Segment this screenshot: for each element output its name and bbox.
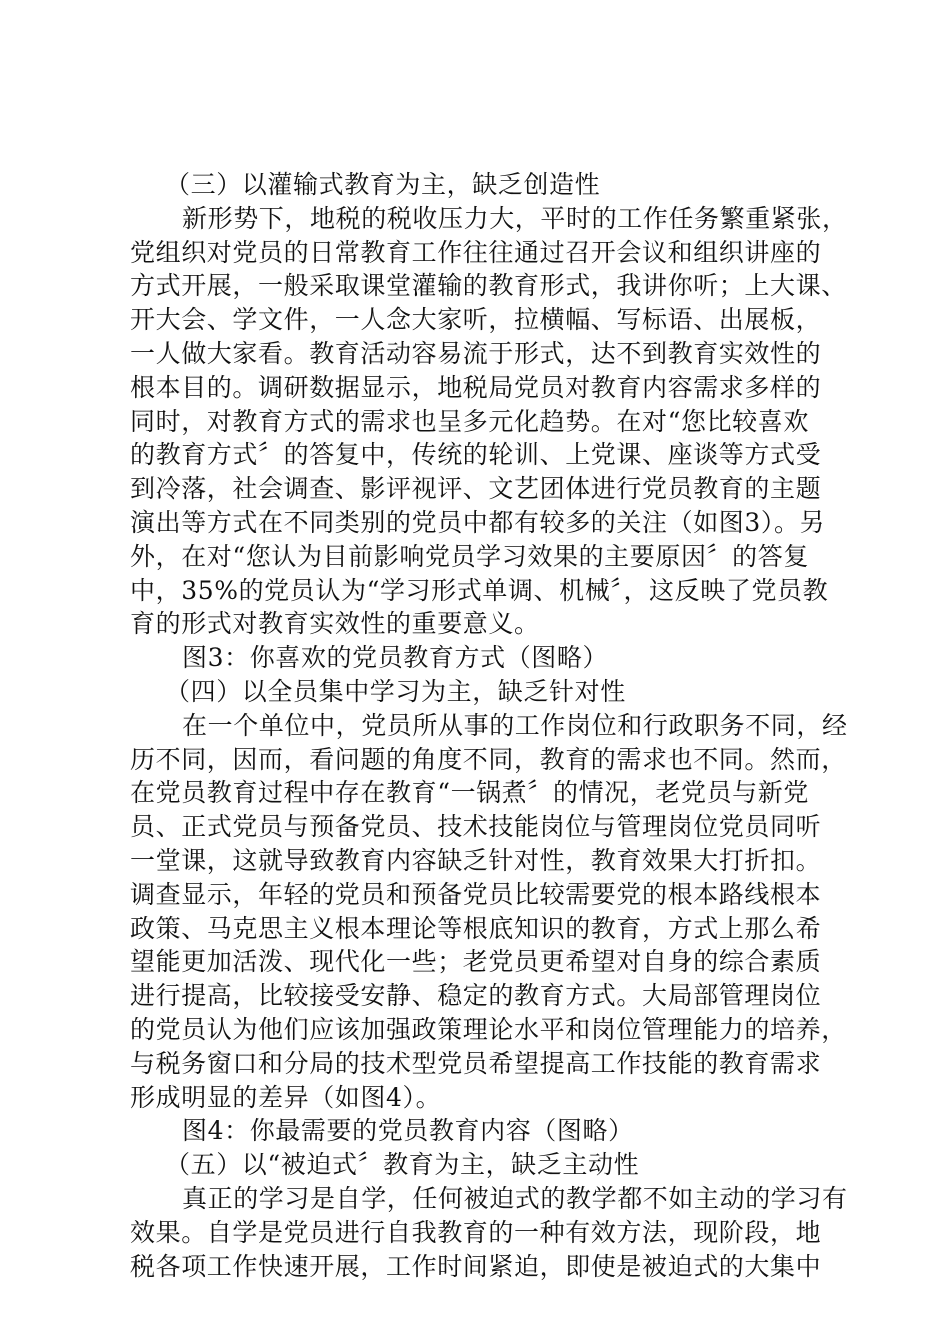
document-body [130,168,848,1283]
section-heading-3: （三）以灌输式教育为主，缺乏创造性 [165,170,601,199]
paragraph-line: 一人做大家看。教育活动容易流于形式，达不到教育实效性的 [130,338,822,368]
paragraph-line: 真正的学习是自学，任何被迫式的教学都不如主动的学习有 [182,1183,848,1213]
paragraph-line: 的教育方式〞的答复中，传统的轮训、上党课、座谈等方式受 [130,440,822,470]
paragraph-line: 政策、马克思主义根本理论等根底知识的教育，方式上那么希 [130,913,822,943]
paragraph-line: 历不同，因而，看问题的角度不同，教育的需求也不同。然而， [130,744,847,774]
paragraph-line: 形成明显的差异（如图4）。 [130,1082,442,1112]
paragraph-line: 同时，对教育方式的需求也呈多元化趋势。在对“您比较喜欢 [130,406,809,436]
figure-caption-3: 图3：你喜欢的党员教育方式（图略） [182,643,609,673]
paragraph-line: 到冷落，社会调查、影评视评、文艺团体进行党员教育的主题 [130,474,822,504]
paragraph-line: 外，在对“您认为目前影响党员学习效果的主要原因〞的答复 [130,541,809,571]
paragraph-line: 税各项工作快速开展，工作时间紧迫，即使是被迫式的大集中 [130,1251,822,1281]
paragraph-line: 演出等方式在不同类别的党员中都有较多的关注（如图3）。另 [130,507,826,537]
paragraph-line: 育的形式对教育实效性的重要意义。 [130,609,540,639]
paragraph-line: 调查显示，年轻的党员和预备党员比较需要党的根本路线根本 [130,879,822,909]
paragraph-line: 方式开展，一般采取课堂灌输的教育形式，我讲你听；上大课、 [130,271,847,301]
paragraph-line: 员、正式党员与预备党员、技术技能岗位与管理岗位党员同听 [130,812,822,842]
paragraph-line: 与税务窗口和分局的技术型党员希望提高工作技能的教育需求 [130,1048,822,1078]
paragraph-line: 新形势下，地税的税收压力大，平时的工作任务繁重紧张， [182,203,848,233]
paragraph-line: 效果。自学是党员进行自我教育的一种有效方法，现阶段，地 [130,1217,822,1247]
paragraph-line: 在党员教育过程中存在教育“一锅煮〞的情况，老党员与新党 [130,778,809,808]
paragraph-line: 在一个单位中，党员所从事的工作岗位和行政职务不同，经 [182,710,848,740]
paragraph-line: 一堂课，这就导致教育内容缺乏针对性，教育效果大打折扣。 [130,845,822,875]
paragraph-line: 根本目的。调研数据显示，地税局党员对教育内容需求多样的 [130,372,822,402]
paragraph-line: 党组织对党员的日常教育工作往往通过召开会议和组织讲座的 [130,237,822,267]
paragraph-line: 的党员认为他们应该加强政策理论水平和岗位管理能力的培养， [130,1014,847,1044]
paragraph-line: 望能更加活泼、现代化一些；老党员更希望对自身的综合素质 [130,947,822,977]
section-heading-4: （四）以全员集中学习为主，缺乏针对性 [165,676,626,706]
paragraph-line: 中，35%的党员认为“学习形式单调、机械〞，这反映了党员教 [130,575,829,605]
section-heading-5: （五）以“被迫式〞教育为主，缺乏主动性 [165,1150,640,1180]
figure-caption-4: 图4：你最需要的党员教育内容（图略） [182,1116,634,1146]
paragraph-line: 进行提高，比较接受安静、稳定的教育方式。大局部管理岗位 [130,981,822,1011]
paragraph-line: 开大会、学文件，一人念大家听，拉横幅、写标语、出展板， [130,305,822,335]
